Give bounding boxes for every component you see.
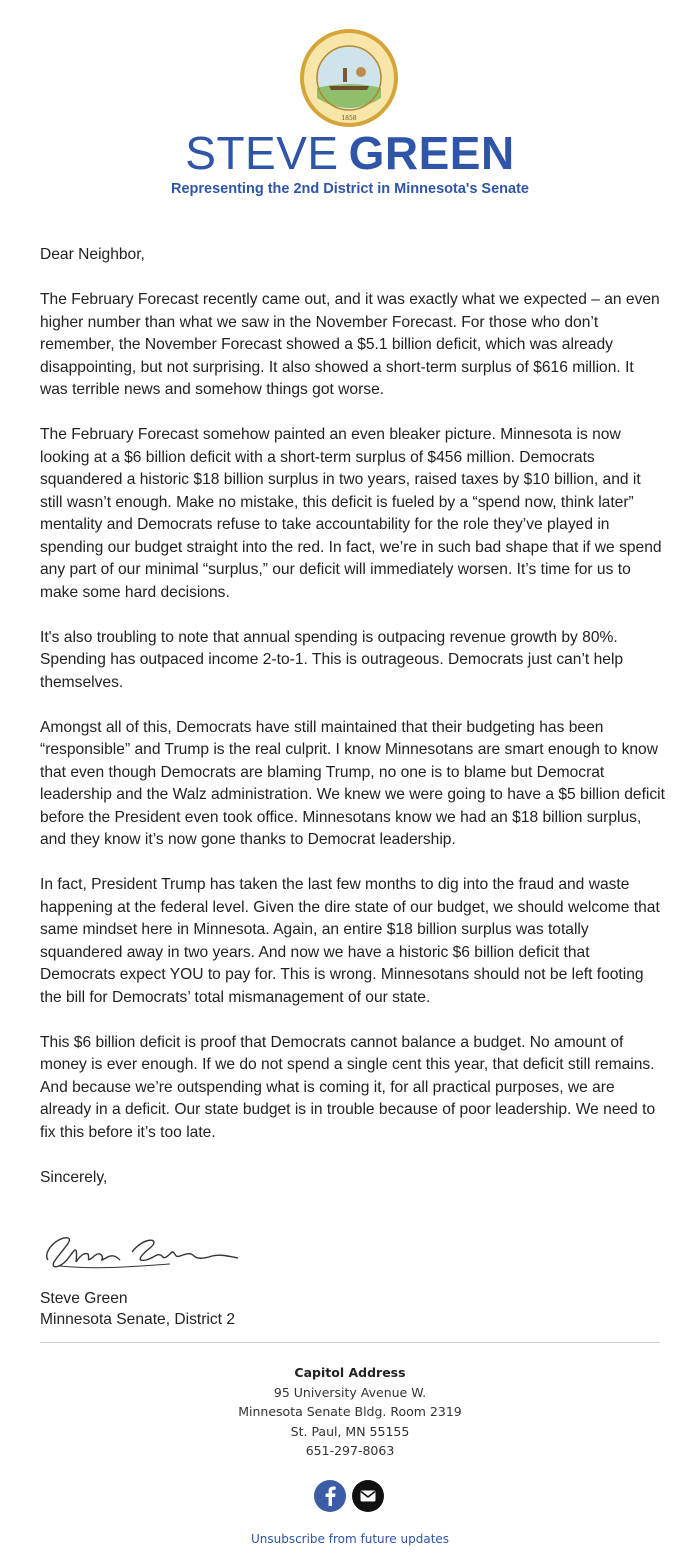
letter-paragraph: This $6 billion deficit is proof that Democrats cannot balance a budget. No amount of money is ever enough. If we do not spend a single cent this year, that deficit still remains. And because we’re outspending what is coming it, for all practical purposes, we are already in a deficit. Our state budget is in trouble because of poor leadership. We need to fix this before it’s too late. — [40, 1033, 656, 1141]
address-phone: 651-297-8063 — [305, 1443, 395, 1458]
signer-block — [40, 1288, 235, 1330]
unsubscribe-link[interactable]: Unsubscribe from future updates — [250, 1532, 450, 1546]
header-subtitle: Representing the 2nd District in Minnesota's Senate — [171, 181, 529, 197]
signer-name: Steve Green — [40, 1290, 128, 1307]
letter-closing: Sincerely, — [40, 1168, 108, 1186]
letter-paragraph: It's also troubling to note that annual spending is outpacing revenue growth by 80%. Spending has outpaced income 2-to-1. This is outrageous. Democrats just can’t help themselves. — [40, 628, 624, 691]
state-seal-logo — [299, 28, 399, 128]
social-links — [314, 1480, 386, 1514]
svg-text:1858: 1858 — [341, 115, 357, 122]
address-line: 95 University Avenue W. — [273, 1384, 427, 1400]
handwritten-signature — [40, 1222, 240, 1282]
letter-greeting: Dear Neighbor, — [40, 246, 145, 263]
address-line: Minnesota Senate Bldg. Room 2319 — [238, 1404, 462, 1419]
letter-paragraph: Amongst all of this, Democrats have still maintained that their budgeting has been “responsible” and Trump is the real culprit. I know Minnesotans are smart enough to know that even though Democrats are blaming Trump, no one is to blame but Democrat leadership and the Walz administration. We knew we were going to have a $5 billion deficit before the President even took office. Minnesotans know we had an $18 billion surplus, and they know it’s now gone thanks to Democrat leadership. — [40, 718, 665, 848]
address-line: St. Paul, MN 55155 — [290, 1423, 410, 1439]
footer-divider — [40, 1342, 660, 1343]
letter-paragraph: The February Forecast somehow painted an even bleaker picture. Minnesota is now looking at a $6 billion deficit with a short-term surplus of $456 million. Democrats squandered a historic $18 billion surplus in two years, raised taxes by $10 billion, and it still wasn’t enough. Make no mistake, this deficit is fueled by a “spend now, think later” mentality and Democrats refuse to take accountability for the role they’ve played in spending our budget straight into the red. In fact, we’re in such bad shape that if we spend any part of our minimal “surplus,” our deficit will immediately worsen. It’s time for us to make some hard decisions. — [40, 426, 662, 601]
email-icon[interactable] — [352, 1480, 384, 1512]
letter-paragraph: The February Forecast recently came out, and it was exactly what we expected – an even higher number than what we saw in the November Forecast. For those who don’t remember, the November Forecast showed a $5.1 billion deficit, which was already disappointing, but not surprising. It also showed a short-term surplus of $616 million. It was terrible news and somehow things got worse. — [40, 291, 660, 398]
facebook-icon[interactable] — [314, 1480, 346, 1512]
address-title: Capitol Address — [294, 1365, 406, 1380]
header-first-name: STEVE — [185, 127, 339, 179]
footer-address — [0, 1363, 700, 1461]
header-title — [0, 126, 700, 180]
signer-title: Minnesota Senate, District 2 — [40, 1311, 236, 1328]
letter-paragraph: In fact, President Trump has taken the last few months to dig into the fraud and waste happening at the federal level. Given the dire state of our budget, we should welcome that same mindset here in Minnesota. Again, an entire $18 billion surplus was totally squandered away in two years. And now we have a historic $6 billion deficit that Democrats expect YOU to pay for. This is wrong. Minnesotans should not be left footing the bill for Democrats’ total mismanagement of our state. — [40, 876, 660, 1006]
letter-body — [40, 244, 665, 1212]
header-last-name: GREEN — [348, 127, 515, 179]
